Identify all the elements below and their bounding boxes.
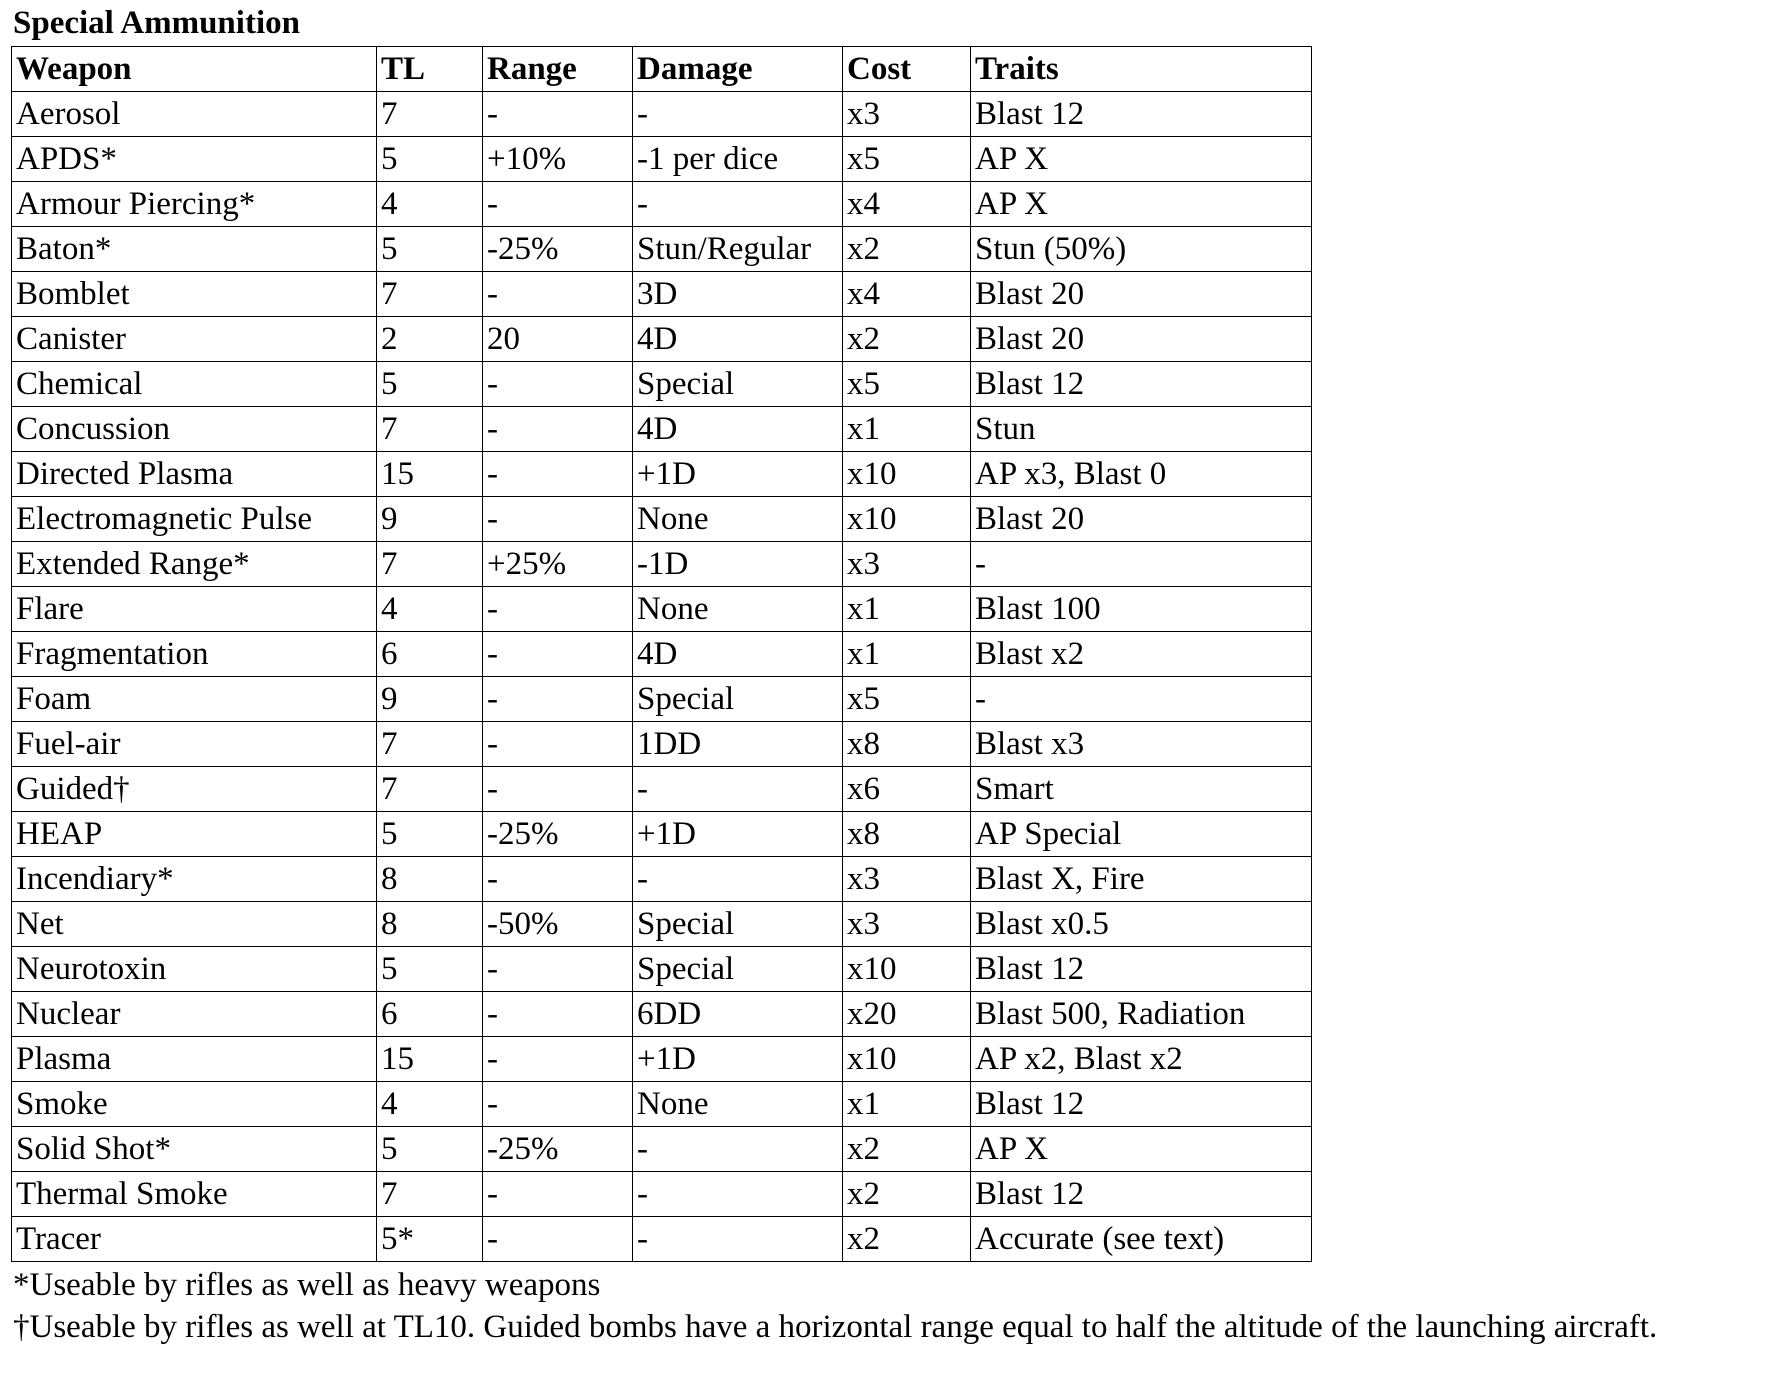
cell-damage: None: [633, 1082, 843, 1127]
column-header-weapon: Weapon: [12, 47, 377, 92]
cell-tl: 7: [377, 542, 483, 587]
table-row: [12, 992, 1312, 1037]
footnotes: [11, 1264, 1763, 1348]
table-row: [12, 1082, 1312, 1127]
cell-traits: Blast 12: [971, 1082, 1312, 1127]
column-header-range: Range: [483, 47, 633, 92]
cell-damage: 4D: [633, 632, 843, 677]
cell-cost: x3: [843, 902, 971, 947]
cell-traits: AP X: [971, 182, 1312, 227]
cell-traits: AP Special: [971, 812, 1312, 857]
cell-weapon: Fuel-air: [12, 722, 377, 767]
cell-weapon: Smoke: [12, 1082, 377, 1127]
cell-traits: AP x3, Blast 0: [971, 452, 1312, 497]
cell-weapon: Concussion: [12, 407, 377, 452]
table-row: [12, 1037, 1312, 1082]
cell-traits: Blast 20: [971, 497, 1312, 542]
cell-damage: 3D: [633, 272, 843, 317]
column-header-cost: Cost: [843, 47, 971, 92]
cell-tl: 5: [377, 947, 483, 992]
cell-weapon: HEAP: [12, 812, 377, 857]
cell-traits: Blast 12: [971, 947, 1312, 992]
cell-range: 20: [483, 317, 633, 362]
cell-range: -: [483, 677, 633, 722]
cell-weapon: APDS*: [12, 137, 377, 182]
cell-tl: 5: [377, 227, 483, 272]
table-row: [12, 902, 1312, 947]
column-header-traits: Traits: [971, 47, 1312, 92]
cell-cost: x2: [843, 1172, 971, 1217]
cell-tl: 15: [377, 452, 483, 497]
cell-weapon: Tracer: [12, 1217, 377, 1262]
cell-damage: -1 per dice: [633, 137, 843, 182]
table-row: [12, 137, 1312, 182]
cell-tl: 4: [377, 1082, 483, 1127]
special-ammunition-table: [11, 46, 1312, 1262]
cell-cost: x20: [843, 992, 971, 1037]
cell-tl: 7: [377, 722, 483, 767]
cell-tl: 7: [377, 407, 483, 452]
cell-traits: AP X: [971, 1127, 1312, 1172]
cell-range: -50%: [483, 902, 633, 947]
cell-range: -: [483, 272, 633, 317]
cell-weapon: Bomblet: [12, 272, 377, 317]
table-body: [12, 92, 1312, 1262]
table-title: Special Ammunition: [13, 5, 300, 41]
cell-tl: 7: [377, 92, 483, 137]
cell-tl: 8: [377, 857, 483, 902]
cell-tl: 5: [377, 137, 483, 182]
cell-weapon: Electromagnetic Pulse: [12, 497, 377, 542]
cell-cost: x1: [843, 407, 971, 452]
cell-damage: Special: [633, 902, 843, 947]
cell-range: -: [483, 1037, 633, 1082]
cell-weapon: Chemical: [12, 362, 377, 407]
table-row: [12, 92, 1312, 137]
cell-traits: Accurate (see text): [971, 1217, 1312, 1262]
cell-cost: x4: [843, 182, 971, 227]
table-row: [12, 182, 1312, 227]
cell-cost: x2: [843, 1217, 971, 1262]
cell-damage: -1D: [633, 542, 843, 587]
cell-cost: x10: [843, 497, 971, 542]
cell-traits: Blast X, Fire: [971, 857, 1312, 902]
cell-range: +10%: [483, 137, 633, 182]
cell-weapon: Nuclear: [12, 992, 377, 1037]
table-row: [12, 452, 1312, 497]
cell-traits: Blast 12: [971, 362, 1312, 407]
cell-cost: x1: [843, 632, 971, 677]
cell-cost: x2: [843, 227, 971, 272]
cell-weapon: Incendiary*: [12, 857, 377, 902]
table-row: [12, 1127, 1312, 1172]
cell-cost: x10: [843, 1037, 971, 1082]
cell-damage: None: [633, 587, 843, 632]
cell-cost: x2: [843, 317, 971, 362]
cell-weapon: Armour Piercing*: [12, 182, 377, 227]
cell-tl: 6: [377, 992, 483, 1037]
cell-weapon: Plasma: [12, 1037, 377, 1082]
table-row: [12, 857, 1312, 902]
cell-tl: 7: [377, 767, 483, 812]
cell-traits: Blast x0.5: [971, 902, 1312, 947]
table-row: [12, 407, 1312, 452]
table-row: [12, 722, 1312, 767]
cell-tl: 4: [377, 587, 483, 632]
table-row: [12, 542, 1312, 587]
cell-tl: 5: [377, 1127, 483, 1172]
cell-traits: Blast 20: [971, 317, 1312, 362]
cell-traits: AP X: [971, 137, 1312, 182]
cell-traits: Blast 100: [971, 587, 1312, 632]
cell-cost: x10: [843, 947, 971, 992]
cell-traits: Stun: [971, 407, 1312, 452]
cell-damage: -: [633, 1127, 843, 1172]
table-row: [12, 317, 1312, 362]
cell-weapon: Canister: [12, 317, 377, 362]
cell-tl: 15: [377, 1037, 483, 1082]
cell-range: -: [483, 632, 633, 677]
cell-weapon: Foam: [12, 677, 377, 722]
cell-tl: 5: [377, 362, 483, 407]
cell-range: -: [483, 92, 633, 137]
cell-cost: x5: [843, 137, 971, 182]
cell-cost: x8: [843, 722, 971, 767]
table-row: [12, 812, 1312, 857]
table-row: [12, 1172, 1312, 1217]
footnote: †Useable by rifles as well at TL10. Guided bombs have a horizontal range equal to half the altitude of the launching aircraft.: [13, 1309, 1658, 1345]
cell-damage: 4D: [633, 317, 843, 362]
footnote: *Useable by rifles as well as heavy weapons: [13, 1267, 601, 1303]
cell-traits: -: [971, 677, 1312, 722]
table-row: [12, 587, 1312, 632]
cell-cost: x5: [843, 677, 971, 722]
cell-cost: x1: [843, 587, 971, 632]
cell-range: -: [483, 1217, 633, 1262]
cell-tl: 9: [377, 497, 483, 542]
cell-damage: Special: [633, 362, 843, 407]
cell-range: -: [483, 857, 633, 902]
cell-range: -25%: [483, 1127, 633, 1172]
column-header-tl: TL: [377, 47, 483, 92]
cell-damage: +1D: [633, 1037, 843, 1082]
column-header-damage: Damage: [633, 47, 843, 92]
cell-tl: 5*: [377, 1217, 483, 1262]
cell-damage: +1D: [633, 812, 843, 857]
table-row: [12, 1217, 1312, 1262]
cell-damage: -: [633, 767, 843, 812]
cell-damage: Stun/Regular: [633, 227, 843, 272]
cell-damage: -: [633, 1217, 843, 1262]
cell-range: -: [483, 767, 633, 812]
cell-tl: 8: [377, 902, 483, 947]
table-row: [12, 272, 1312, 317]
cell-traits: Blast 20: [971, 272, 1312, 317]
cell-weapon: Extended Range*: [12, 542, 377, 587]
cell-damage: 4D: [633, 407, 843, 452]
cell-weapon: Aerosol: [12, 92, 377, 137]
cell-cost: x3: [843, 857, 971, 902]
cell-range: -: [483, 407, 633, 452]
cell-weapon: Net: [12, 902, 377, 947]
cell-weapon: Fragmentation: [12, 632, 377, 677]
cell-weapon: Baton*: [12, 227, 377, 272]
cell-cost: x3: [843, 92, 971, 137]
cell-traits: -: [971, 542, 1312, 587]
table-row: [12, 497, 1312, 542]
cell-cost: x2: [843, 1127, 971, 1172]
cell-tl: 7: [377, 272, 483, 317]
cell-weapon: Neurotoxin: [12, 947, 377, 992]
table-row: [12, 632, 1312, 677]
cell-tl: 6: [377, 632, 483, 677]
cell-tl: 4: [377, 182, 483, 227]
cell-range: -25%: [483, 227, 633, 272]
cell-traits: Blast x2: [971, 632, 1312, 677]
cell-traits: Stun (50%): [971, 227, 1312, 272]
cell-cost: x5: [843, 362, 971, 407]
cell-traits: Blast 500, Radiation: [971, 992, 1312, 1037]
cell-tl: 2: [377, 317, 483, 362]
cell-range: -: [483, 1172, 633, 1217]
cell-damage: None: [633, 497, 843, 542]
cell-range: -: [483, 992, 633, 1037]
cell-damage: Special: [633, 677, 843, 722]
cell-weapon: Solid Shot*: [12, 1127, 377, 1172]
cell-traits: Blast 12: [971, 92, 1312, 137]
cell-cost: x4: [843, 272, 971, 317]
cell-range: -25%: [483, 812, 633, 857]
cell-range: -: [483, 722, 633, 767]
cell-weapon: Directed Plasma: [12, 452, 377, 497]
cell-damage: +1D: [633, 452, 843, 497]
cell-range: -: [483, 362, 633, 407]
table-row: [12, 677, 1312, 722]
cell-damage: -: [633, 182, 843, 227]
cell-traits: AP x2, Blast x2: [971, 1037, 1312, 1082]
cell-damage: -: [633, 857, 843, 902]
document-page: [11, 0, 1763, 1348]
cell-weapon: Guided†: [12, 767, 377, 812]
table-row: [12, 947, 1312, 992]
table-row: [12, 362, 1312, 407]
cell-damage: -: [633, 92, 843, 137]
cell-range: -: [483, 182, 633, 227]
table-header-row: [12, 47, 1312, 92]
cell-damage: 1DD: [633, 722, 843, 767]
cell-cost: x1: [843, 1082, 971, 1127]
cell-traits: Blast x3: [971, 722, 1312, 767]
cell-tl: 9: [377, 677, 483, 722]
cell-range: -: [483, 587, 633, 632]
cell-cost: x10: [843, 452, 971, 497]
cell-weapon: Flare: [12, 587, 377, 632]
cell-weapon: Thermal Smoke: [12, 1172, 377, 1217]
cell-tl: 7: [377, 1172, 483, 1217]
table-row: [12, 227, 1312, 272]
cell-damage: -: [633, 1172, 843, 1217]
cell-range: -: [483, 1082, 633, 1127]
cell-range: -: [483, 497, 633, 542]
cell-range: +25%: [483, 542, 633, 587]
cell-damage: Special: [633, 947, 843, 992]
cell-cost: x8: [843, 812, 971, 857]
cell-cost: x6: [843, 767, 971, 812]
cell-traits: Blast 12: [971, 1172, 1312, 1217]
table-row: [12, 767, 1312, 812]
cell-range: -: [483, 947, 633, 992]
cell-cost: x3: [843, 542, 971, 587]
cell-damage: 6DD: [633, 992, 843, 1037]
cell-range: -: [483, 452, 633, 497]
cell-tl: 5: [377, 812, 483, 857]
cell-traits: Smart: [971, 767, 1312, 812]
